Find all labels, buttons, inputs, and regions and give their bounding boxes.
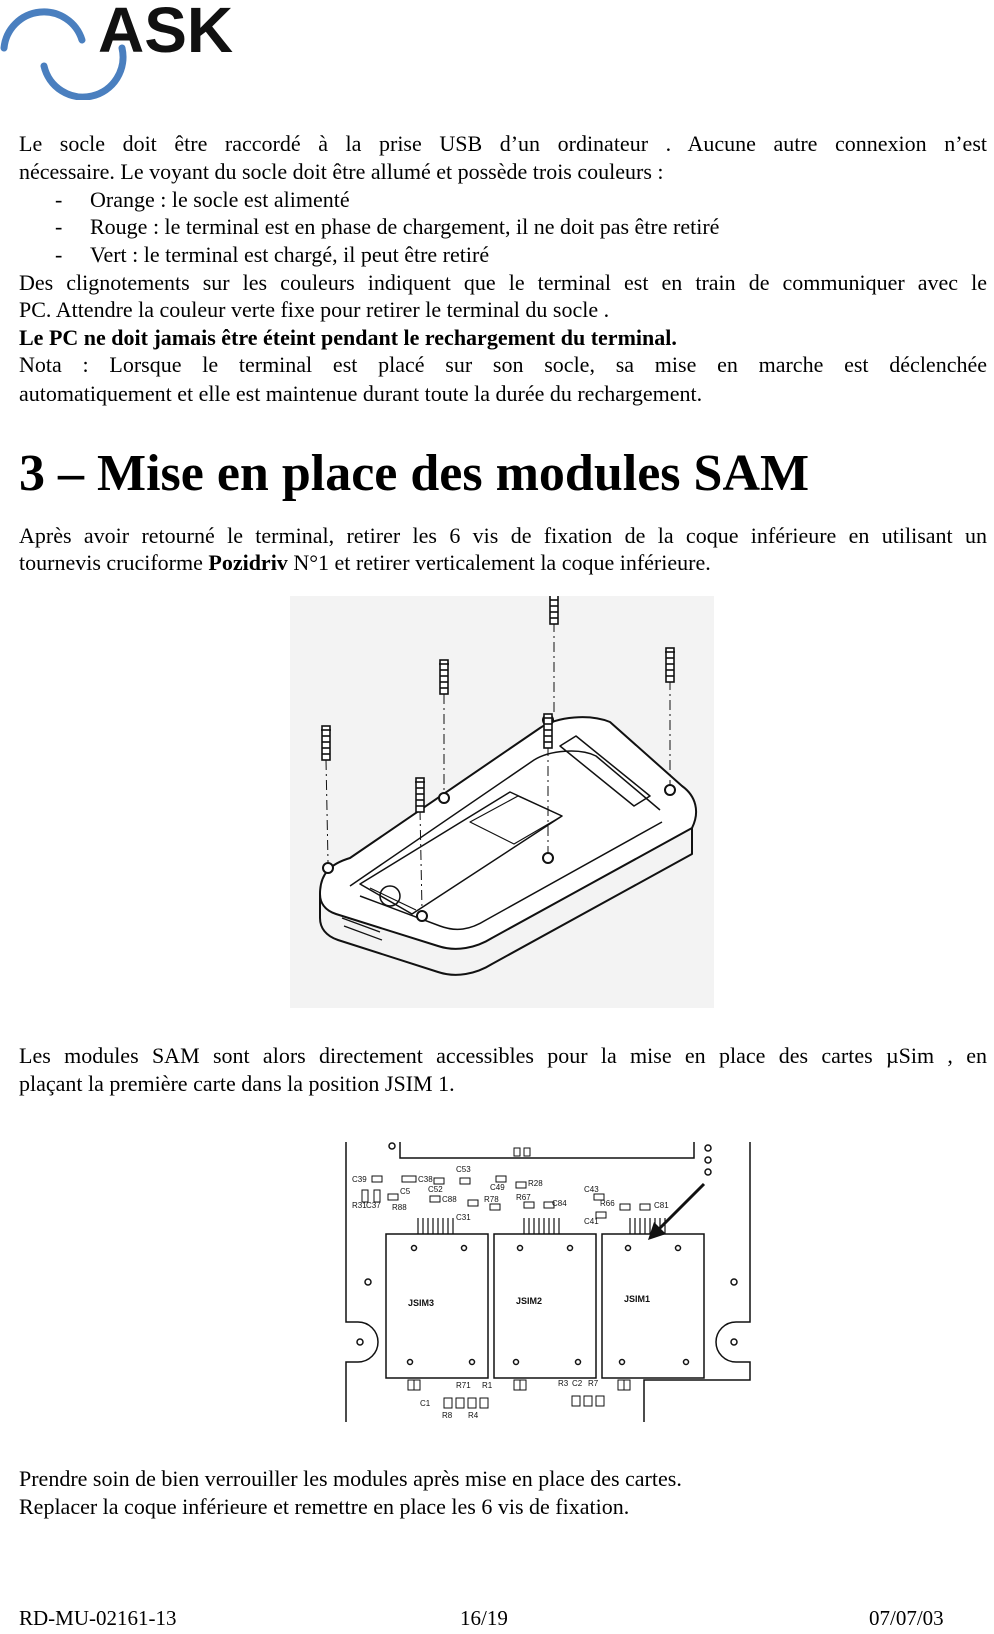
board-label: R71 [456,1381,471,1390]
para2-line-2: plaçant la première carte dans la position JSIM 1. [19,1071,455,1096]
intro-line-1: Le socle doit être raccordé à la prise USB d’un ordinateur . Aucune autre connexion n’est [19,131,987,156]
board-label: R1 [482,1381,493,1390]
board-label: C2 [572,1379,583,1388]
nota-line-1: Nota : Lorsque le terminal est placé sur son socle, sa mise en marche est déclenchée [19,352,987,377]
list-dash: - [55,187,63,212]
board-label: C37 [366,1201,381,1210]
footer-ref: RD-MU-02161-13 [19,1606,177,1630]
para1-pre: tournevis cruciforme [19,550,209,575]
board-label: C53 [456,1165,471,1174]
board-label: R7 [588,1379,599,1388]
board-label: C38 [418,1175,433,1184]
board-label: C88 [442,1195,457,1204]
board-label: R28 [528,1179,543,1188]
list-dash: - [55,214,63,239]
blink-line-1: Des clignotements sur les couleurs indiquent que le terminal est en train de communiquer avec le [19,270,987,295]
board-label: R78 [484,1195,499,1204]
pozidriv-bold: Pozidriv [208,550,288,575]
board-label: R66 [600,1199,615,1208]
board-label: R8 [442,1411,453,1420]
board-label: C49 [490,1183,505,1192]
board-label: R4 [468,1411,479,1420]
board-label: C39 [352,1175,367,1184]
board-label: R88 [392,1203,407,1212]
board-label: C31 [456,1213,471,1222]
blink-line-2: PC. Attendre la couleur verte fixe pour retirer le terminal du socle . [19,297,610,322]
para2-line-1: Les modules SAM sont alors directement accessibles pour la mise en place des cartes µSim , en [19,1043,987,1068]
intro-line-2: nécessaire. Le voyant du socle doit être allumé et possède trois couleurs : [19,159,664,184]
list-item-vert: Vert : le terminal est chargé, il peut être retiré [90,242,490,267]
closing-line-2: Replacer la coque inférieure et remettre en place les 6 vis de fixation. [19,1494,630,1519]
board-label: C52 [428,1185,443,1194]
para1-line-2 [19,549,987,578]
board-label: C1 [420,1399,431,1408]
board-label: C41 [584,1217,599,1226]
list-dash: - [55,242,63,267]
nota-line-2: automatiquement et elle est maintenue durant toute la durée du rechargement. [19,381,703,406]
board-label: C81 [654,1201,669,1210]
slot-label-jsim2: JSIM2 [516,1296,543,1306]
board-label: C84 [552,1199,567,1208]
para1-line-1: Après avoir retourné le terminal, retirer les 6 vis de fixation de la coque inférieure en utilisant un [19,523,987,548]
list-item-rouge: Rouge : le terminal est en phase de chargement, il ne doit pas être retiré [90,214,720,239]
para1-post: N°1 et retirer verticalement la coque inférieure. [287,550,711,575]
logo-text: ASK [98,0,234,66]
board-label: R3 [558,1379,569,1388]
terminal-screws-illustration [290,596,714,1008]
sam-board-diagram [344,1142,762,1422]
section-title: 3 – Mise en place des modules SAM [19,445,810,502]
ask-logo [0,0,240,100]
slot-label-jsim1: JSIM1 [624,1294,651,1304]
slot-label-jsim3: JSIM3 [408,1298,435,1308]
footer-date: 07/07/03 [869,1606,944,1630]
board-label: C43 [584,1185,599,1194]
warning-text: Le PC ne doit jamais être éteint pendant le rechargement du terminal. [19,325,677,350]
board-label: C5 [400,1187,411,1196]
footer-page-number: 16/19 [460,1606,508,1630]
closing-line-1: Prendre soin de bien verrouiller les modules après mise en place des cartes. [19,1466,682,1491]
list-item-orange: Orange : le socle est alimenté [90,187,350,212]
board-label: R31 [352,1201,367,1210]
board-label: R67 [516,1193,531,1202]
